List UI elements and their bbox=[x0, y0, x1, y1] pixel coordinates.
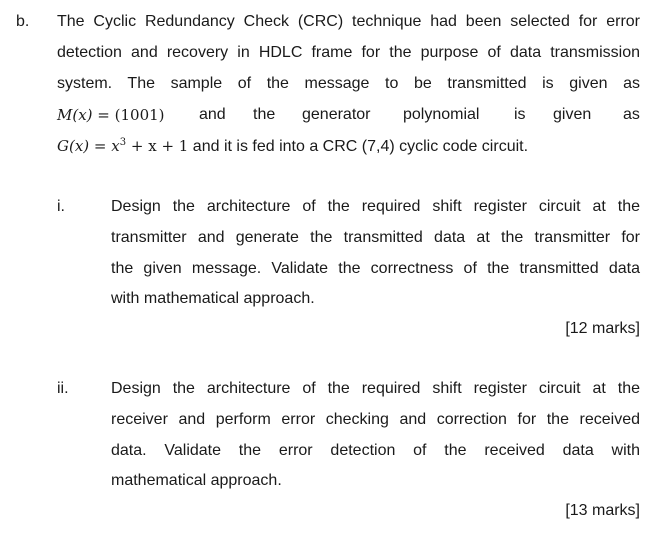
word-is: is bbox=[514, 106, 526, 123]
question-label: b. bbox=[16, 13, 30, 30]
part-i-label: i. bbox=[57, 198, 65, 215]
word-generator: generator bbox=[302, 106, 371, 123]
generator-equation: $G(x) = x^3 + x + 1$ bbox=[57, 137, 189, 155]
question-line-3: system. The sample of the message to be transmitted is given as bbox=[57, 75, 640, 92]
part-ii-line-4: mathematical approach. bbox=[111, 472, 282, 489]
word-given: given bbox=[553, 106, 592, 123]
message-value: (1001) bbox=[114, 106, 165, 124]
generator-rest: + x + 1 bbox=[130, 137, 189, 155]
part-i-line-3: the given message. Validate the correctness of the transmitted data bbox=[111, 260, 640, 277]
word-and: and bbox=[199, 106, 226, 123]
question-line-1: The Cyclic Redundancy Check (CRC) technique had been selected for error bbox=[57, 13, 640, 30]
part-ii-line-1: Design the architecture of the required shift register circuit at the bbox=[111, 380, 640, 397]
word-as: as bbox=[623, 106, 640, 123]
generator-lhs: G(x) bbox=[57, 137, 90, 155]
part-ii-marks: [13 marks] bbox=[565, 502, 640, 519]
generator-x: x bbox=[111, 137, 120, 155]
part-i-marks: [12 marks] bbox=[565, 320, 640, 337]
question-line-2: detection and recovery in HDLC frame for the purpose of data transmission bbox=[57, 44, 640, 61]
message-lhs: M(x) bbox=[57, 106, 93, 124]
part-i-line-2: transmitter and generate the transmitted data at the transmitter for bbox=[111, 229, 640, 246]
question-line-5-tail: and it is fed into a CRC (7,4) cyclic code circuit. bbox=[192, 138, 529, 155]
part-i-line-1: Design the architecture of the required shift register circuit at the bbox=[111, 198, 640, 215]
message-equation: M(x) = (1001) bbox=[57, 106, 165, 124]
question-line-4 bbox=[57, 104, 640, 126]
question-line-5 bbox=[57, 135, 640, 157]
generator-exponent: 3 bbox=[119, 137, 127, 148]
word-polynomial: polynomial bbox=[403, 106, 480, 123]
part-ii-line-3: data. Validate the error detection of the received data with bbox=[111, 442, 640, 459]
part-ii-line-2: receiver and perform error checking and correction for the received bbox=[111, 411, 640, 428]
part-i-line-4: with mathematical approach. bbox=[111, 290, 315, 307]
word-the: the bbox=[253, 106, 276, 123]
part-ii-label: ii. bbox=[57, 380, 69, 397]
